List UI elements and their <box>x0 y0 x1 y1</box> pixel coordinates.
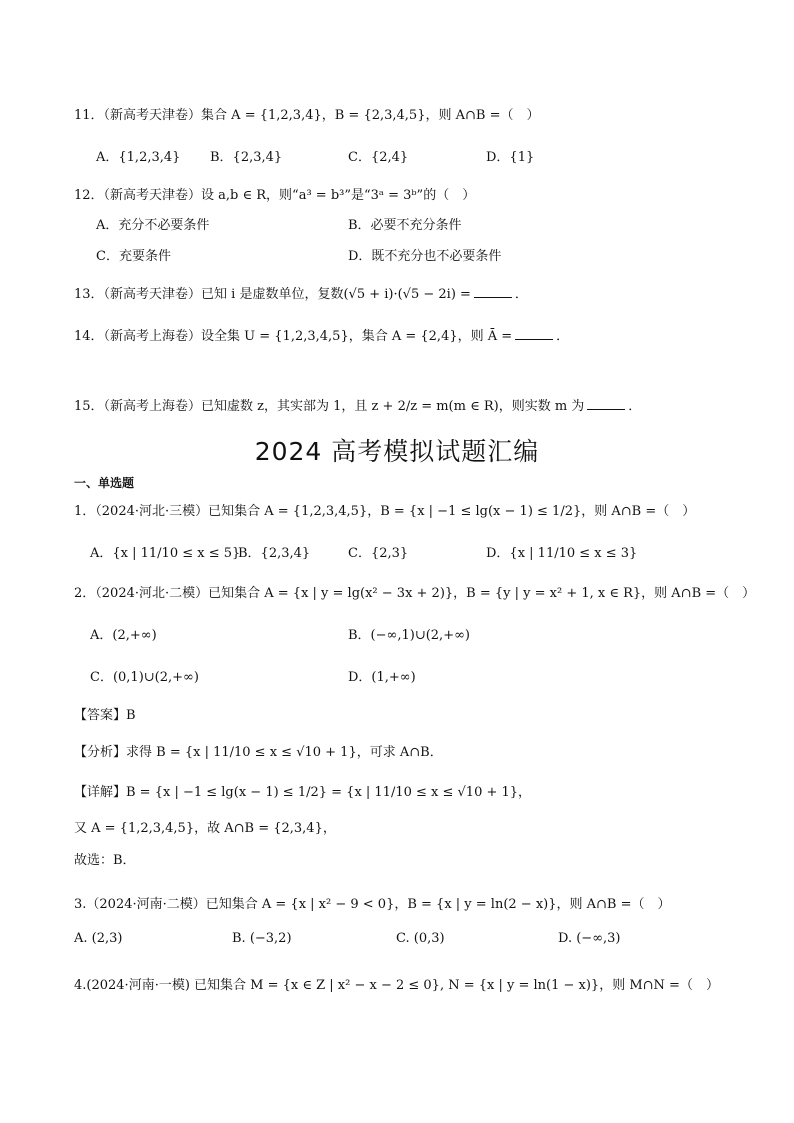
mock-question-2-stem: 2．（2024·河北·二模）已知集合 A = {x | y = lg(x² − 3x + 2)}，B = {y | y = x² + 1, x ∈ R}，则 A∩B =（ ） <box>74 586 756 601</box>
mock-question-3-option-c: C. (0,3) <box>396 931 445 946</box>
mock-question-3-stem: 3.（2024·河南·二模）已知集合 A = {x | x² − 9 < 0}，B = {x | y = ln(2 − x)}，则 A∩B =（ ） <box>74 897 671 912</box>
question-11-option-d: D．{1} <box>486 150 535 165</box>
question-11-option-c: C．{2,4} <box>348 150 409 165</box>
question-14-stem: 14．（新高考上海卷）设全集 U = {1,2,3,4,5}，集合 A = {2,4}，则 Ā = <box>74 329 513 344</box>
mock-question-3-option-b: B. (−3,2) <box>232 931 292 946</box>
question-11-stem: 11．（新高考天津卷）集合 A = {1,2,3,4}，B = {2,3,4,5}，则 A∩B =（ ） <box>74 108 540 123</box>
mock-question-2-option-d: D．(1,+∞) <box>348 670 416 685</box>
question-12-stem: 12．（新高考天津卷）设 a,b ∈ R，则“a³ = b³”是“3ᵃ = 3ᵇ”的（ ） <box>74 188 476 203</box>
question-12-option-b: B．必要不充分条件 <box>348 218 462 233</box>
answer-line: 【答案】B <box>74 708 136 723</box>
detail-line-2: 又 A = {1,2,3,4,5}，故 A∩B = {2,3,4}， <box>74 821 336 836</box>
question-13-end: ． <box>514 287 528 302</box>
mock-question-4-stem: 4.(2024·河南·一模) 已知集合 M = {x ∈ Z | x² − x − 2 ≤ 0}, N = {x | y = ln(1 − x)}，则 M∩N =（ ） <box>74 978 719 993</box>
mock-question-1-stem: 1．（2024·河北·三模）已知集合 A = {1,2,3,4,5}，B = {x | −1 ≤ lg(x − 1) ≤ 1/2}，则 A∩B =（ ） <box>74 504 696 519</box>
question-12-option-d: D．既不充分也不必要条件 <box>348 249 502 264</box>
section-heading: 一、单选题 <box>74 476 135 490</box>
question-12-option-a: A．充分不必要条件 <box>96 218 210 233</box>
question-14 <box>74 327 569 347</box>
answer-blank <box>474 285 512 298</box>
question-11-option-a: A．{1,2,3,4} <box>96 150 181 165</box>
question-14-end: ． <box>556 329 570 344</box>
detail-line-1: 【详解】B = {x | −1 ≤ lg(x − 1) ≤ 1/2} = {x | 11/10 ≤ x ≤ √10 + 1}， <box>74 785 532 800</box>
answer-blank <box>587 397 625 410</box>
question-11-option-b: B．{2,3,4} <box>210 150 283 165</box>
mock-question-1-option-d: D．{x | 11/10 ≤ x ≤ 3} <box>486 546 638 561</box>
question-13 <box>74 285 528 305</box>
mock-question-1-option-a: A．{x | 11/10 ≤ x ≤ 5} <box>90 546 241 561</box>
mock-question-1-option-b: B．{2,3,4} <box>238 546 311 561</box>
question-15-stem: 15．（新高考上海卷）已知虚数 z，其实部为 1，且 z + 2/z = m(m ∈ R)，则实数 m 为 <box>74 399 585 414</box>
mock-question-2-option-c: C．(0,1)∪(2,+∞) <box>90 670 199 685</box>
mock-question-3-option-a: A. (2,3) <box>74 931 123 946</box>
mock-question-2-option-b: B．(−∞,1)∪(2,+∞) <box>348 628 470 643</box>
detail-line-3: 故选：B． <box>74 853 136 868</box>
answer-blank <box>515 327 553 340</box>
mock-question-1-option-c: C．{2,3} <box>348 546 409 561</box>
section-title: 2024 高考模拟试题汇编 <box>254 437 540 466</box>
mock-question-2-option-a: A．(2,+∞) <box>90 628 157 643</box>
analysis-line: 【分析】求得 B = {x | 11/10 ≤ x ≤ √10 + 1}，可求 A∩B． <box>74 745 443 760</box>
question-15 <box>74 397 641 417</box>
mock-question-3-option-d: D. (−∞,3) <box>558 931 621 946</box>
question-13-stem: 13．（新高考天津卷）已知 i 是虚数单位，复数(√5 + i)·(√5 − 2i) = <box>74 287 471 302</box>
question-12-option-c: C．充要条件 <box>96 249 171 264</box>
question-15-end: ． <box>628 399 642 414</box>
